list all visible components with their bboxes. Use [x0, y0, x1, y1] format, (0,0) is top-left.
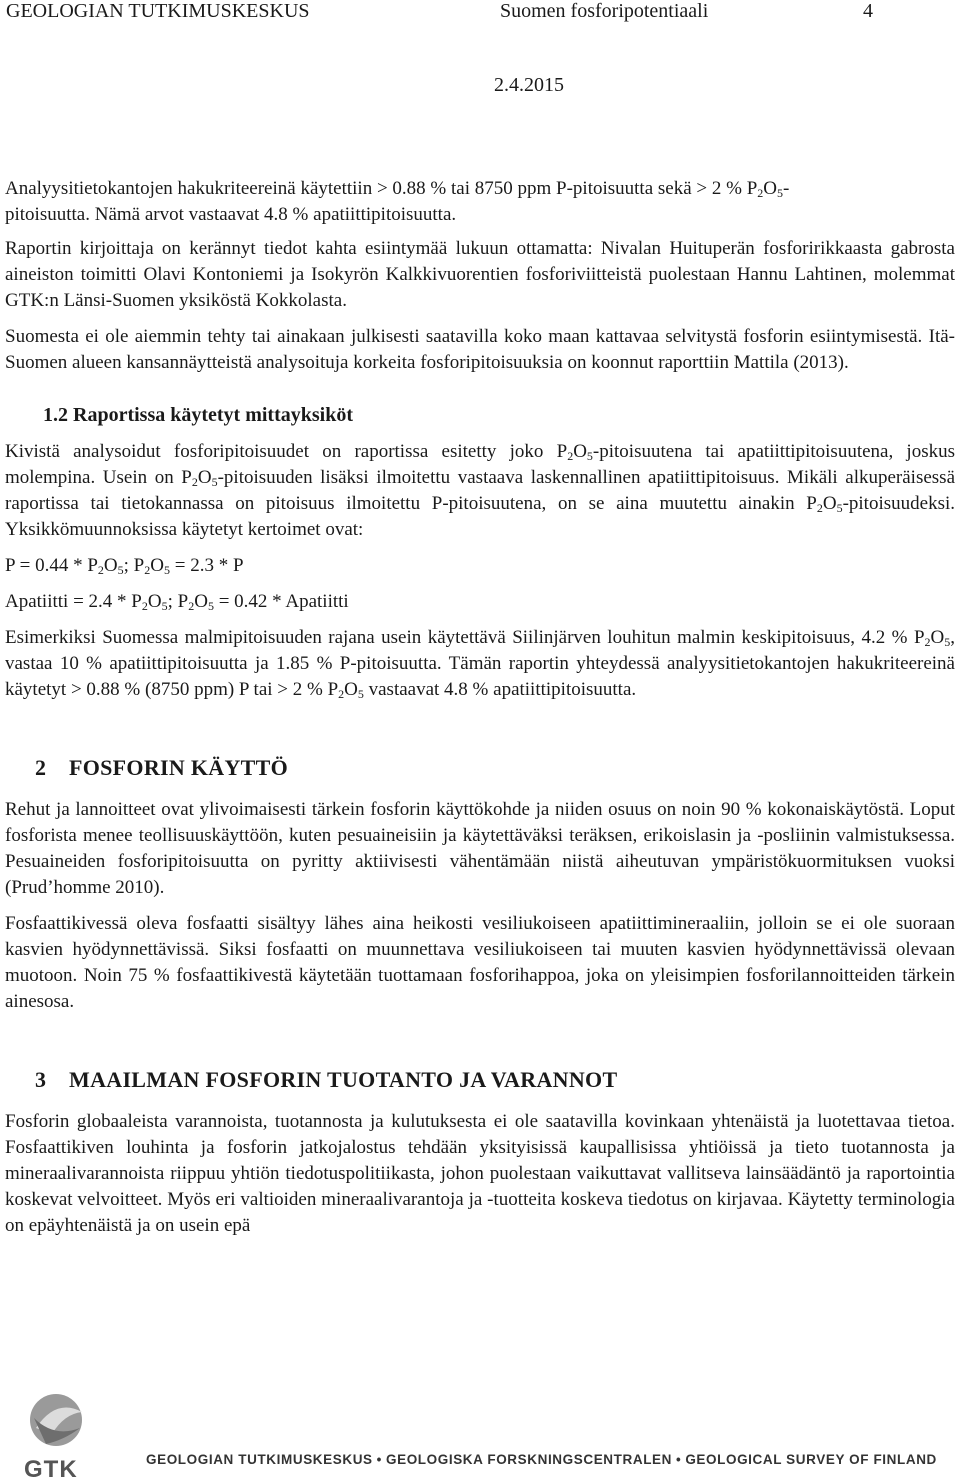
header-organization: GEOLOGIAN TUTKIMUSKESKUS [6, 0, 310, 22]
section-heading-2: 2 FOSFORIN KÄYTTÖ [35, 755, 289, 780]
page-header [6, 0, 954, 24]
footer-org-fi: GEOLOGIAN TUTKIMUSKESKUS [146, 1452, 373, 1467]
section-number-2: 2 [35, 755, 47, 780]
page-footer [0, 1380, 960, 1483]
formula-p-conversion: $P = 0.44 * P_2O_5$; $P_2O_5 = 2.3 * P$ [5, 555, 244, 577]
section-number-3: 3 [35, 1067, 47, 1092]
paragraph-global-reserves: Fosforin globaaleista varannoista, tuotannosta ja kulutuksesta ei ole saatavilla kovinkaan yhtenäistä ja luotettavaa tietoa. Fosfaattikiven louhinta ja fosforin jatkojalostus tehdään yksityisissä kaupallisissa yhtiöissä ja tieto tuotannosta ja mineraalivarannoista riippuu yhtiön tiedotuspolitiikasta, johon puolestaan vaikuttavat vallitseva lainsäädäntö ja raportointia koskevat velvoitteet. Myös eri valtioiden mineraalivarantoja ja -tuotteita koskeva tiedotus on kirjavaa. Käytetty terminologia on epäyhtenäistä ja on usein epä [5, 1111, 955, 1236]
paragraph-phosphorus-use: Rehut ja lannoitteet ovat ylivoimaisesti tärkein fosforin käyttökohde ja niiden osuus on noin 90 % kokonaiskäytöstä. Loput fosforista menee teollisuuskäyttöön, kuten pesuaineisiin ja käytettäväksi teräksen, erikoislasin ja -posliinin valmistuksessa. Pesuaineiden fosforipitoisuutta on pyritty aktiivisesti vähentämään niistä aiheutuvan ympäristökuormituksen vuoksi (Prud’homme 2010). [5, 799, 955, 898]
section-heading-3: 3 MAAILMAN FOSFORIN TUOTANTO JA VARANNOT [35, 1067, 618, 1092]
header-date: 2.4.2015 [494, 74, 564, 96]
paragraph-phosphate-rock: Fosfaattikivessä oleva fosfaatti sisältyy lähes aina heikosti vesiliukoiseen apatiittimineraaliin, jolloin se ei ole suoraan kasvien hyödynnettävissä. Siksi fosfaatti on muunnettava vesiliukoiseen tai muuten kasvien hyödynnettävissä olevaan muotoon. Noin 75 % fosfaattikivestä käytetään tuottamaan fosforihappoa, joka on yleisimpien fosforilannoitteiden tärkein ainesosa. [5, 913, 955, 1012]
paragraph-data-sources: Raportin kirjoittaja on kerännyt tiedot kahta esiintymää lukuun ottamatta: Nivalan Huituperän fosforirikkaasta gabrosta aineiston toimitti Olavi Kontoniemi ja Isokyrön Kalkkivuorentien fosforiviitteistä puolestaan Hannu Lahtinen, molemmat GTK:n Länsi-Suomen yksiköstä Kokkolasta. [5, 238, 955, 311]
paragraph-previous-studies: Suomesta ei ole aiemmin tehty tai ainakaan julkisesti saatavilla koko maan kattavaa selvitystä fosforin esiintymisestä. Itä-Suomen alueen kansannäytteistä analysoituja korkeita fosforipitoisuuksia on koonnut raporttiin Mattila (2013). [5, 326, 955, 373]
footer-org-sv: GEOLOGISKA FORSKNINGSCENTRALEN [385, 1452, 672, 1467]
document-body [5, 176, 955, 1249]
footer-org-en: GEOLOGICAL SURVEY OF FINLAND [685, 1452, 937, 1467]
section-heading-1-2: 1.2 Raportissa käytetyt mittayksiköt [43, 404, 353, 426]
gtk-logo-text: GTK [24, 1456, 78, 1483]
header-document-title: Suomen fosforipotentiaali [500, 0, 709, 22]
footer-organizations: GEOLOGIAN TUTKIMUSKESKUS • GEOLOGISKA FORSKNINGSCENTRALEN • GEOLOGICAL SURVEY OF FINLAND [146, 1452, 937, 1467]
paragraph-units: Kivistä analysoidut fosforipitoisuudet on raportissa esitetty joko $P_2O_5$-pitoisuutena tai apatiittipitoisuutena, joskus molempina. Usein on $P_2O_5$-pitoisuuden lisäksi ilmoitettu vastaava laskennallinen apatiittipitoisuus. Mikäli alkuperäisessä raportissa tai tietokannassa on pitoisuus ilmoitettu P-pitoisuutena, on se aina muutettu ainakin $P_2O_5$-pitoisuudeksi. Yksikkömuunnoksissa käytetyt kertoimet ovat: [5, 441, 955, 540]
paragraph-search-criteria: Analyysitietokantojen hakukriteereinä käytettiin > 0.88 % tai 8750 ppm P-pitoisuutta sekä > 2 % $P_2O_5-$ pitoisuutta. Nämä arvot vastaavat 4.8 % apatiittipitoisuutta. [5, 178, 790, 225]
paragraph-example: Esimerkiksi Suomessa malmipitoisuuden rajana usein käytettävä Siilinjärven louhitun malmin keskipitoisuus, 4.2 % $P_2O_5$, vastaa 10 % apatiittipitoisuutta ja 1.85 % P-pitoisuutta. Tämän raportin yhteydessä analyysitietokantojen hakukriteereinä käytetyt > 0.88 % (8750 ppm) P tai > 2 % $P_2O_5$ vastaavat 4.8 % apatiittipitoisuutta. [5, 627, 955, 701]
formula-apatite-conversion: Apatiitti = $2.4 * P_2O_5$; $P_2O_5 = 0.42$ * Apatiitti [5, 591, 349, 613]
header-page-number: 4 [863, 0, 873, 22]
